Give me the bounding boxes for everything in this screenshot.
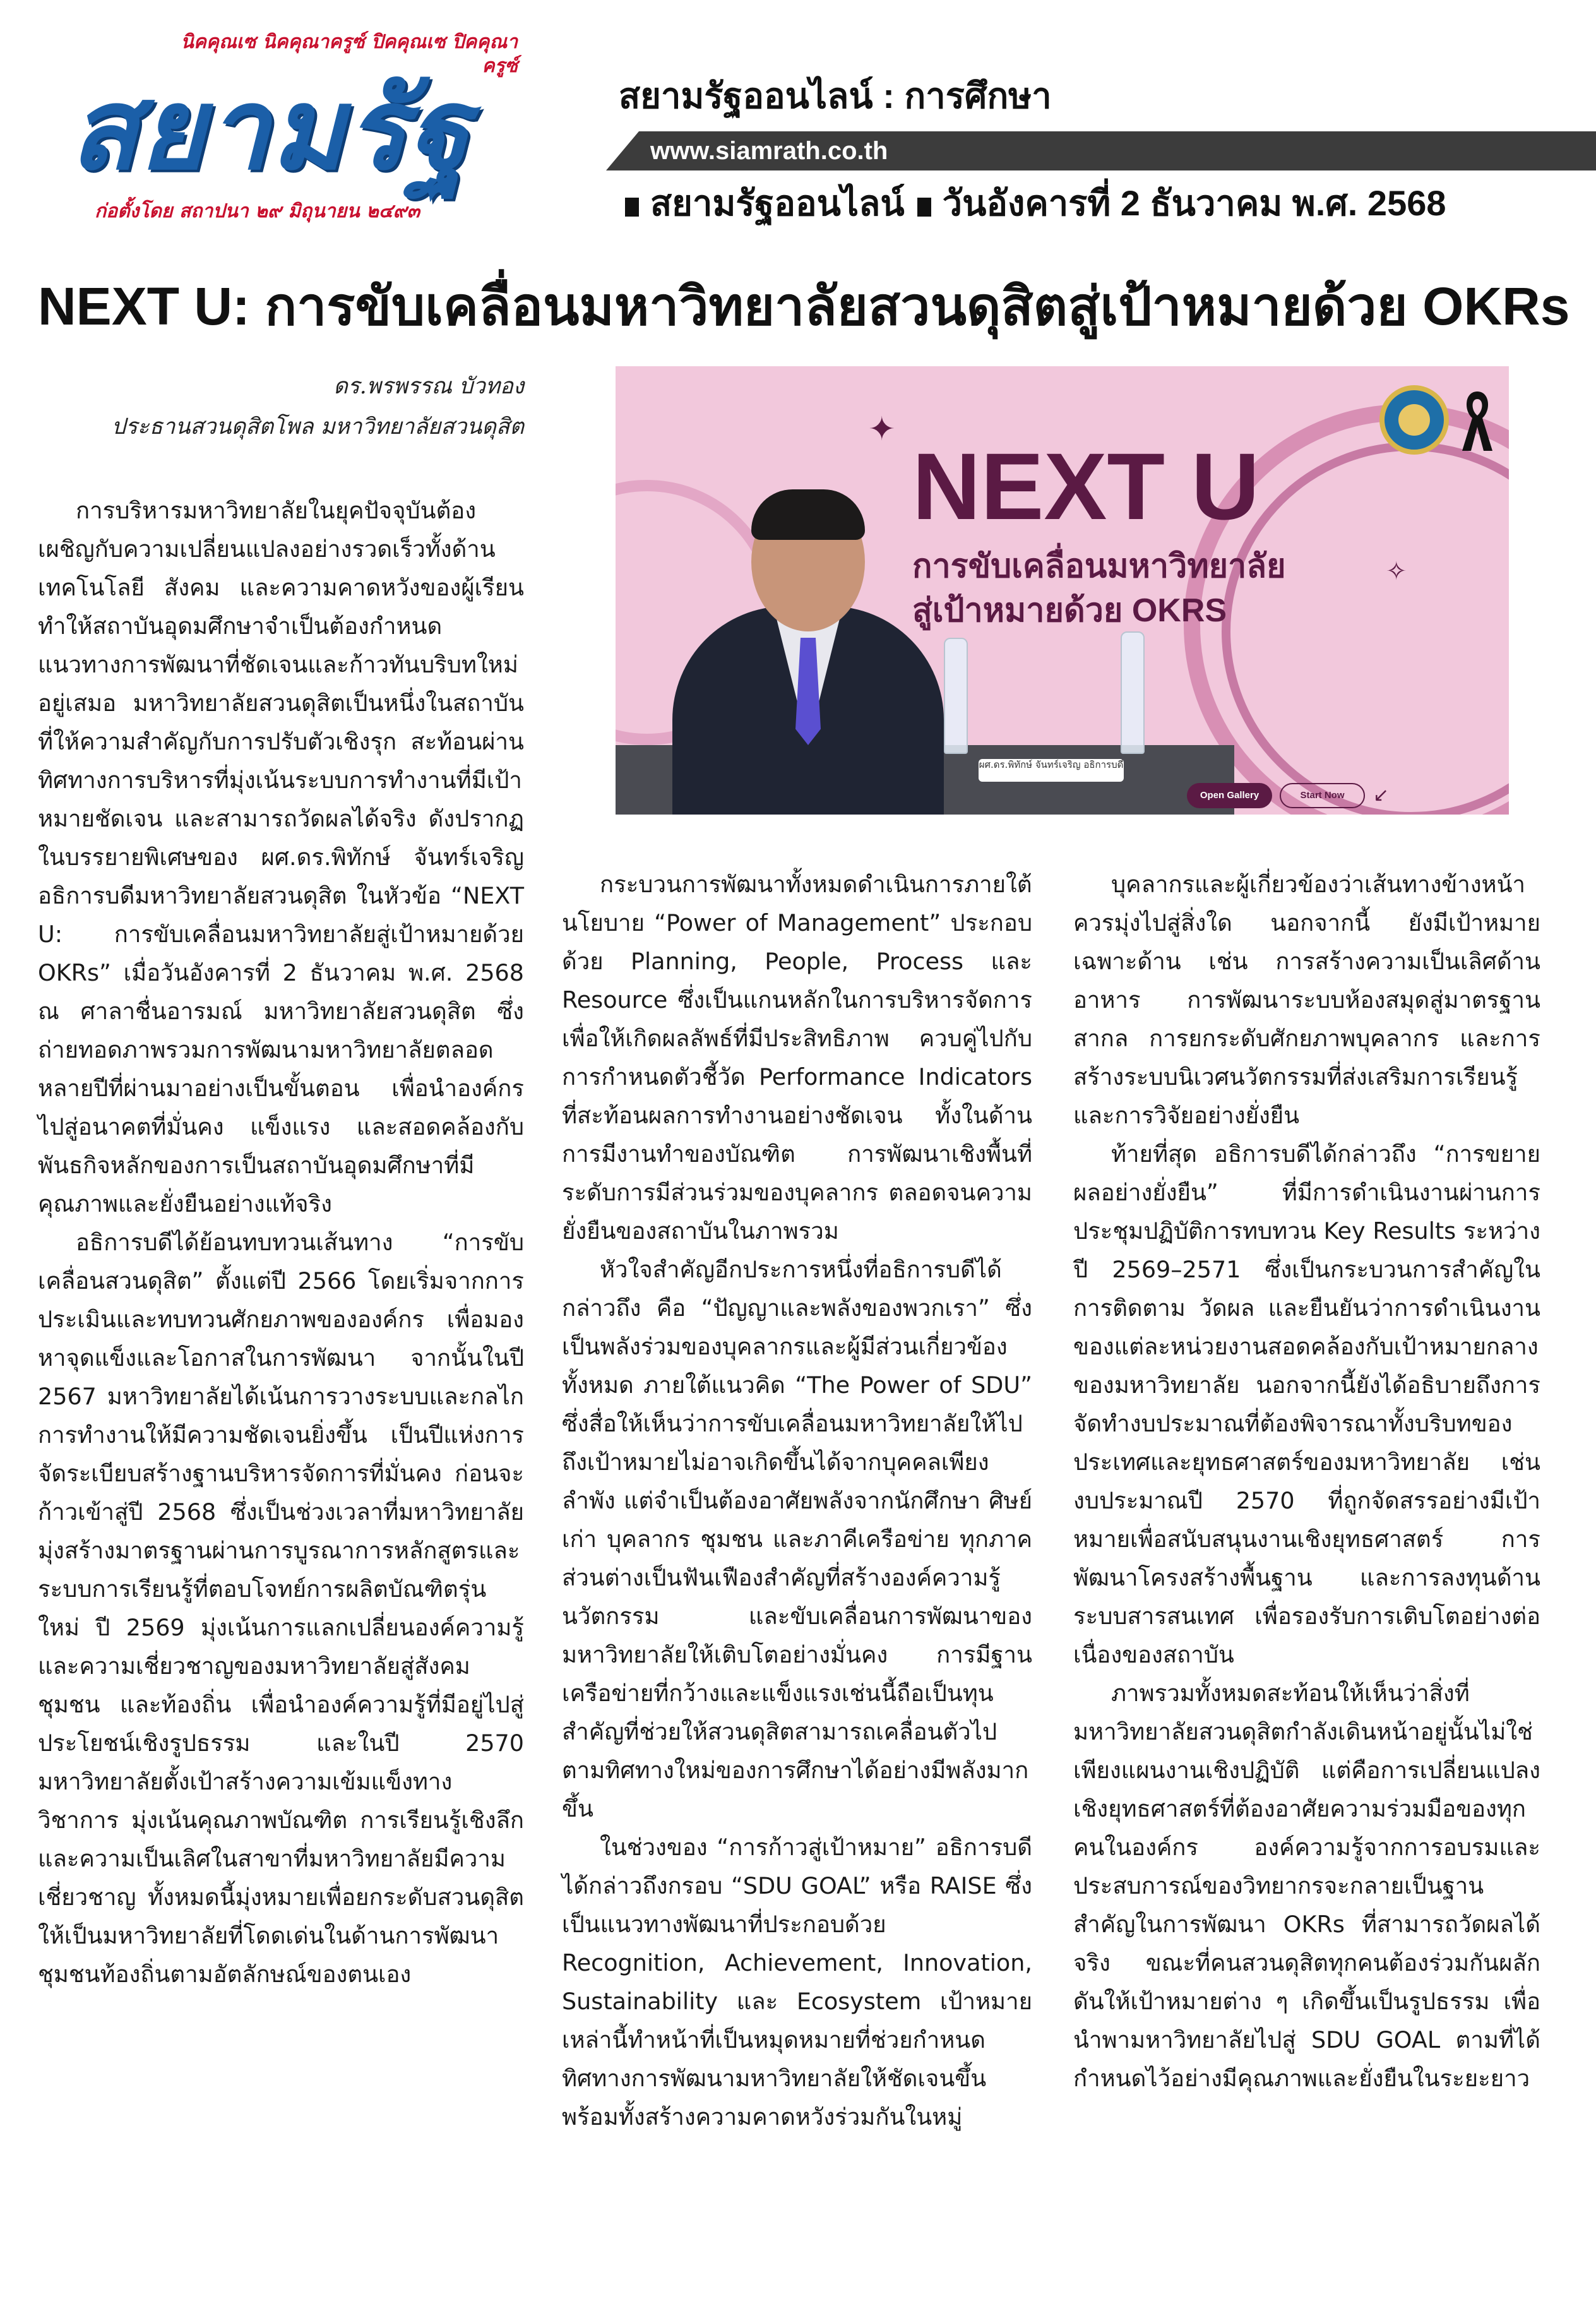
square-bullet-icon (625, 198, 639, 217)
byline-author: ดร.พรพรรณ บัวทอง (333, 374, 524, 399)
paragraph: ท้ายที่สุด อธิการบดีได้กล่าวถึง “การขยายผลอย่างยั่งยืน” ที่มีการดำเนินงานผ่านการประชุมปฏิบัติการทบทวน Key Results ระหว่างปี 2569–2571 ซึ่งเป็นกระบวนการสำคัญในการติดตาม วัดผล และยืนยันว่าการดำเนินงานของแต่ละหน่วยงานสอดคล้องกับเป้าหมายกลางของมหาวิทยาลัย นอกจากนี้ยังได้อธิบายถึงการจัดทำงบประมาณที่ต้องพิจารณาทั้งบริบทของประเทศและยุทธศาสตร์ของมหาวิทยาลัย เช่น งบประมาณปี 2570 ที่ถูกจัดสรรอย่างมีเป้าหมายเพื่อสนับสนุนงานเชิงยุทธศาสตร์ การพัฒนาโครงสร้างพื้นฐาน และการลงทุนด้านระบบสารสนเทศ เพื่อรองรับการเติบโตอย่างต่อเนื่องของสถาบัน (1073, 1140, 1540, 1668)
name-plate: ผศ.ดร.พิทักษ์ จันทร์เจริญ อธิการบดี (979, 759, 1124, 782)
paragraph: อธิการบดีได้ย้อนทบทวนเส้นทาง “การขับเคลื่อนสวนดุสิต” ตั้งแต่ปี 2566 โดยเริ่มจากการประเมินและทบทวนศักยภาพขององค์กร เพื่อมองหาจุดแข็งและโอกาสในการพัฒนา จากนั้นในปี 2567 มหาวิทยาลัยได้เน้นการวางระบบและกลไกการทำงานให้มีความชัดเจนยิ่งขึ้น เป็นปีแห่งการจัดระเบียบสร้างฐานบริหารจัดการที่มั่นคง ก่อนจะก้าวเข้าสู่ปี 2568 ซึ่งเป็นช่วงเวลาที่มหาวิทยาลัยมุ่งสร้างมาตรฐานผ่านการบูรณาการหลักสูตรและระบบการเรียนรู้ที่ตอบโจทย์การผลิตบัณฑิตรุ่นใหม่ ปี 2569 มุ่งเน้นการแลกเปลี่ยนองค์ความรู้และความเชี่ยวชาญของมหาวิทยาลัยสู่สังคม ชุมชน และท้องถิ่น เพื่อนำองค์ความรู้ที่มีอยู่ไปสู่ประโยชน์เชิงรูปธรรม และในปี 2570 มหาวิทยาลัยตั้งเป้าสร้างความเข้มแข็งทางวิชาการ มุ่งเน้นคุณภาพบัณฑิต การเรียนรู้เชิงลึก และความเป็นเลิศในสาขาที่มหาวิทยาลัยมีความเชี่ยวชาญ ทั้งหมดนี้มุ่งหมายเพื่อยกระดับสวนดุสิตให้เป็นมหาวิทยาลัยที่โดดเด่นในด้านการพัฒนาชุมชนท้องถิ่นตามอัตลักษณ์ของตนเอง (38, 1229, 524, 1988)
paragraph: บุคลากรและผู้เกี่ยวข้องว่าเส้นทางข้างหน้าควรมุ่งไปสู่สิ่งใด นอกจากนี้ ยังมีเป้าหมายเฉพาะด้าน เช่น การสร้างความเป็นเลิศด้านอาหาร การพัฒนาระบบห้องสมุดสู่มาตรฐานสากล การยกระดับศักยภาพบุคลากร และการสร้างระบบนิเวศนวัตกรรมที่ส่งเสริมการเรียนรู้และการวิจัยอย่างยั่งยืน (1073, 871, 1540, 1129)
university-seal-icon (1379, 385, 1449, 455)
paragraph: การบริหารมหาวิทยาลัยในยุคปัจจุบันต้องเผชิญกับความเปลี่ยนแปลงอย่างรวดเร็วทั้งด้านเทคโนโลยี สังคม และความคาดหวังของผู้เรียน ทำให้สถาบันอุดมศึกษาจำเป็นต้องกำหนดแนวทางการพัฒนาที่ชัดเจนและก้าวทันบริบทใหม่อยู่เสมอ มหาวิทยาลัยสวนดุสิตเป็นหนึ่งในสถาบันที่ให้ความสำคัญกับการปรับตัวเชิงรุก สะท้อนผ่านทิศทางการบริหารที่มุ่งเน้นระบบการทำงานที่มีเป้าหมายชัดเจน และสามารถวัดผลได้จริง ดังปรากฏในบรรยายพิเศษของ ผศ.ดร.พิทักษ์ จันทร์เจริญ อธิการบดีมหาวิทยาลัยสวนดุสิต ในหัวข้อ “NEXT U: การขับเคลื่อนมหาวิทยาลัยสู่เป้าหมายด้วย OKRs” เมื่อวันอังคารที่ 2 ธันวาคม พ.ศ. 2568 ณ ศาลาชื่นอารมณ์ มหาวิทยาลัยสวนดุสิต ซึ่งถ่ายทอดภาพรวมการพัฒนามหาวิทยาลัยตลอดหลายปีที่ผ่านมาอย่างเป็นขั้นตอน เพื่อนำองค์กรไปสู่อนาคตที่มั่นคง แข็งแรง และสอดคล้องกับพันธกิจหลักของการเป็นสถาบันอุดมศึกษาที่มีคุณภาพและยั่งยืนอย่างแท้จริง (38, 497, 524, 1217)
paragraph: กระบวนการพัฒนาทั้งหมดดำเนินการภายใต้นโยบาย “Power of Management” ประกอบด้วย Planning, People, Process และ Resource ซึ่งเป็นแกนหลักในการบริหารจัดการเพื่อให้เกิดผลลัพธ์ที่มีประสิทธิภาพ ควบคู่ไปกับการกำหนดตัวชี้วัด Performance Indicators ที่สะท้อนผลการทำงานอย่างชัดเจน ทั้งในด้านการมีงานทำของบัณฑิต การพัฒนาเชิงพื้นที่ ระดับการมีส่วนร่วมของบุคลากร ตลอดจนความยั่งยืนของสถาบันในภาพรวม (562, 871, 1032, 1245)
masthead-logo-text: สยามรัฐ (69, 64, 472, 194)
speaker-hair (751, 489, 865, 540)
article-headline: NEXT U: การขับเคลื่อนมหาวิทยาลัยสวนดุสิตสู่เป้าหมายด้วย OKRs (38, 277, 1570, 336)
photo-title: NEXT U (912, 433, 1260, 539)
paragraph: ในช่วงของ “การก้าวสู่เป้าหมาย” อธิการบดีได้กล่าวถึงกรอบ “SDU GOAL” หรือ RAISE ซึ่งเป็นแนวทางพัฒนาที่ประกอบด้วย Recognition, Achievement, Innovation, Sustainability และ Ecosystem เป้าหมายเหล่านี้ทำหน้าที่เป็นหมุดหมายที่ช่วยกำหนดทิศทางการพัฒนามหาวิทยาลัยให้ชัดเจนขึ้น พร้อมทั้งสร้างความคาดหวังร่วมกันในหมู่ (562, 1834, 1032, 2130)
paragraph: ภาพรวมทั้งหมดสะท้อนให้เห็นว่าสิ่งที่มหาวิทยาลัยสวนดุสิตกำลังเดินหน้าอยู่นั้นไม่ใช่เพียงแผนงานเชิงปฏิบัติ แต่คือการเปลี่ยนแปลงเชิงยุทธศาสตร์ที่ต้องอาศัยความร่วมมือของทุกคนในองค์กร องค์ความรู้จากการอบรมและประสบการณ์ของวิทยากรจะกลายเป็นฐานสำคัญในการพัฒนา OKRs ที่สามารถวัดผลได้จริง ขณะที่คนสวนดุสิตทุกคนต้องร่วมกันผลักดันให้เป้าหมายต่าง ๆ เกิดขึ้นเป็นรูปธรรม เพื่อนำพามหาวิทยาลัยไปสู่ SDU GOAL ตามที่ได้กำหนดไว้อย่างมีคุณภาพและยั่งยืนในระยะยาว (1073, 1680, 1540, 2092)
open-gallery-button[interactable]: Open Gallery (1187, 783, 1272, 808)
byline-position: ประธานสวนดุสิตโพล มหาวิทยาลัยสวนดุสิต (111, 414, 524, 439)
section-title: สยามรัฐออนไลน์ : การศึกษา (619, 76, 1052, 116)
square-bullet-icon (917, 198, 931, 217)
start-now-button[interactable]: Start Now (1280, 783, 1365, 808)
photo-subtitle-line2: สู่เป้าหมายด้วย OKRS (912, 592, 1227, 629)
publication-date-line (625, 178, 1572, 229)
article-column-3 (1073, 865, 1540, 2298)
byline (38, 366, 524, 455)
site-url[interactable]: www.siamrath.co.th (650, 137, 888, 165)
arrow-down-left-icon: ↙ (1373, 784, 1390, 806)
water-bottle (944, 638, 968, 754)
photo-subtitle-line1: การขับเคลื่อนมหาวิทยาลัย (912, 548, 1286, 585)
sparkle-icon: ✧ (1386, 557, 1407, 586)
water-bottle (1121, 631, 1145, 754)
article-column-1 (38, 491, 524, 2297)
masthead-logo (69, 25, 593, 234)
seal-center (1398, 404, 1430, 436)
masthead-tagline: นิคคุณเซ นิคคุณาครูซ์ ปิคคุณเซ ปิคคุณาครูซ์ (181, 31, 518, 77)
article-column-2 (562, 865, 1032, 2298)
article-photo (616, 366, 1509, 815)
publication-name: สยามรัฐออนไลน์ (650, 183, 905, 223)
mourning-ribbon-icon (1458, 385, 1496, 455)
sparkle-icon: ✦ (868, 410, 896, 448)
masthead-founded: ก่อตั้งโดย สถาปนา ๒๙ มิถุนายน ๒๔๙๓ (95, 200, 420, 222)
publication-date: วันอังคารที่ 2 ธันวาคม พ.ศ. 2568 (942, 183, 1446, 223)
paragraph: หัวใจสำคัญอีกประการหนึ่งที่อธิการบดีได้กล่าวถึง คือ “ปัญญาและพลังของพวกเรา” ซึ่งเป็นพลังร่วมของบุคลากรและผู้มีส่วนเกี่ยวข้องทั้งหมด ภายใต้แนวคิด “The Power of SDU” ซึ่งสื่อให้เห็นว่าการขับเคลื่อนมหาวิทยาลัยให้ไปถึงเป้าหมายไม่อาจเกิดขึ้นได้จากบุคคลเพียงลำพัง แต่จำเป็นต้องอาศัยพลังจากนักศึกษา ศิษย์เก่า บุคลากร ชุมชน และภาคีเครือข่าย ทุกภาคส่วนต่างเป็นฟันเฟืองสำคัญที่สร้างองค์ความรู้ นวัตกรรม และขับเคลื่อนการพัฒนาของมหาวิทยาลัยให้เติบโตอย่างมั่นคง การมีฐานเครือข่ายที่กว้างและแข็งแรงเช่นนี้ถือเป็นทุนสำคัญที่ช่วยให้สวนดุสิตสามารถเคลื่อนตัวไปตามทิศทางใหม่ของการศึกษาได้อย่างมีพลังมากขึ้น (562, 1256, 1032, 1822)
